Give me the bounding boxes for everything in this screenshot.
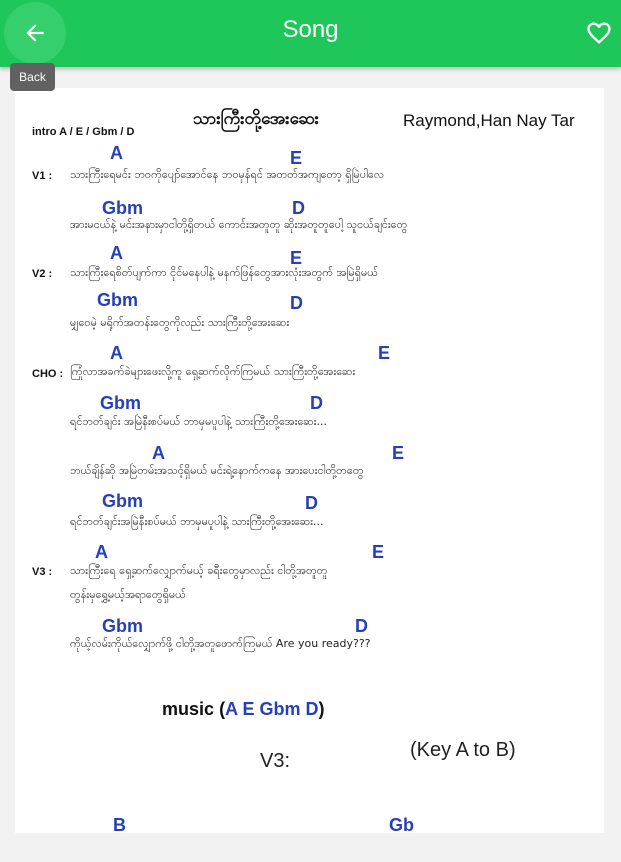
chord: D: [310, 393, 323, 413]
chord: Gbm: [97, 290, 139, 310]
chord: D: [305, 493, 318, 513]
chord: A: [110, 143, 123, 163]
intro-chords: intro A / E / Gbm / D: [32, 126, 135, 138]
music-close-paren: ): [318, 699, 325, 719]
lyric-line: ကြုံလာအခက်ခဲများဖေးလို့ကူ ရှေ့ဆက်လိုက်ကြမယ် သားကြီးတို့အေးဆေး: [70, 365, 356, 378]
chord: D: [292, 198, 305, 218]
lyric-line: မျှဝေမဲ့ မရိုက်အတန်းတွေကိုလည်း သားကြီးတို့အေးဆေး: [70, 316, 290, 329]
chord: E: [290, 148, 303, 168]
app-bar: [0, 0, 621, 67]
chord: A: [152, 443, 165, 463]
chord: Gbm: [100, 393, 142, 413]
chord: B: [113, 815, 126, 835]
section-label: V3 :: [32, 566, 53, 578]
lyric-line: သားကြီးရေမင်း ဘဝကိုပျော်အောင်နေ ဘဝမှန်ရင် အတတ်အကျတော့ ရှိမြဲပါလေ: [70, 168, 385, 181]
chord: E: [290, 248, 303, 268]
lyric-line: အားမငယ်နဲ့ မင်းအနားမှာငါတို့ရှိတယ် ကောင်းအတူတူ ဆိုးအတူတူပေါ့ သူငယ်ချင်းတွေ: [70, 218, 408, 231]
chord: E: [372, 542, 385, 562]
heart-outline-icon: [585, 19, 613, 47]
section-label: V1 :: [32, 170, 53, 182]
chord: A: [110, 243, 123, 263]
music-open-paren: (: [219, 699, 226, 719]
back-tooltip: Back: [10, 63, 55, 91]
lyric-line: ရင်ဘတ်ချင်း အမြဲနီးစပ်မယ် ဘာမှမပူပါနဲ့ သားကြီးတို့အေးဆေး...: [70, 415, 327, 428]
chord: E: [378, 343, 391, 363]
chord: D: [290, 293, 303, 313]
lyric-line: ကိုယ့်လမ်းကိုယ်လျှောက်ဖို့ ငါတို့အတူဖောက်ကြမယ် Are you ready???: [70, 637, 371, 650]
chord: A: [95, 542, 108, 562]
section-label: CHO :: [32, 368, 64, 380]
chord: Gbm: [102, 491, 144, 511]
lyric-line: သားကြီးရေစိတ်ပျက်ကာ ငိုင်မနေပါနဲ့ မနက်ဖြန်တွေအားလုံးအတွက် အမြဲရှိမယ်: [70, 266, 378, 279]
lyric-line: သားကြီးရေ ရှေ့ဆက်လျှောက်မယ့် ခရီးတွေမှာလည်း ငါတို့အတူတူ: [70, 564, 328, 577]
music-label: music: [162, 699, 215, 719]
artist-name: Raymond,Han Nay Tar: [403, 111, 575, 130]
chord: Gb: [389, 815, 414, 835]
chord: E: [392, 443, 405, 463]
page-title: Song: [282, 16, 339, 43]
lyric-line: တွန်းမှရွှေ့မယ့်အရာတွေရှိမယ်: [70, 588, 186, 601]
v3-label-bottom: V3:: [260, 750, 291, 772]
music-line: [162, 699, 324, 720]
key-change-note: (Key A to B): [410, 739, 516, 761]
section-label: V2 :: [32, 268, 53, 280]
chord: Gbm: [102, 198, 144, 218]
lyric-line: ဘယ်ချိန်ဆို အမြဲတမ်းအသင့်ရှိမယ် မင်းရဲ့နောက်ကနေ အားပေးငါတို့တတွေ: [70, 464, 364, 477]
lyric-line: ရင်ဘတ်ချင်းအမြဲနီးစပ်မယ် ဘာမှမပူပါနဲ့ သားကြီးတို့အေးဆေး...: [70, 515, 324, 528]
chord: Gbm: [102, 616, 144, 636]
chord: A: [110, 343, 123, 363]
song-title: သားကြီးတို့အေးဆေး: [193, 109, 319, 129]
favorite-button[interactable]: [580, 14, 618, 52]
song-sheet: [15, 88, 604, 833]
music-chords: A E Gbm D: [225, 699, 319, 719]
chord: D: [355, 616, 368, 636]
